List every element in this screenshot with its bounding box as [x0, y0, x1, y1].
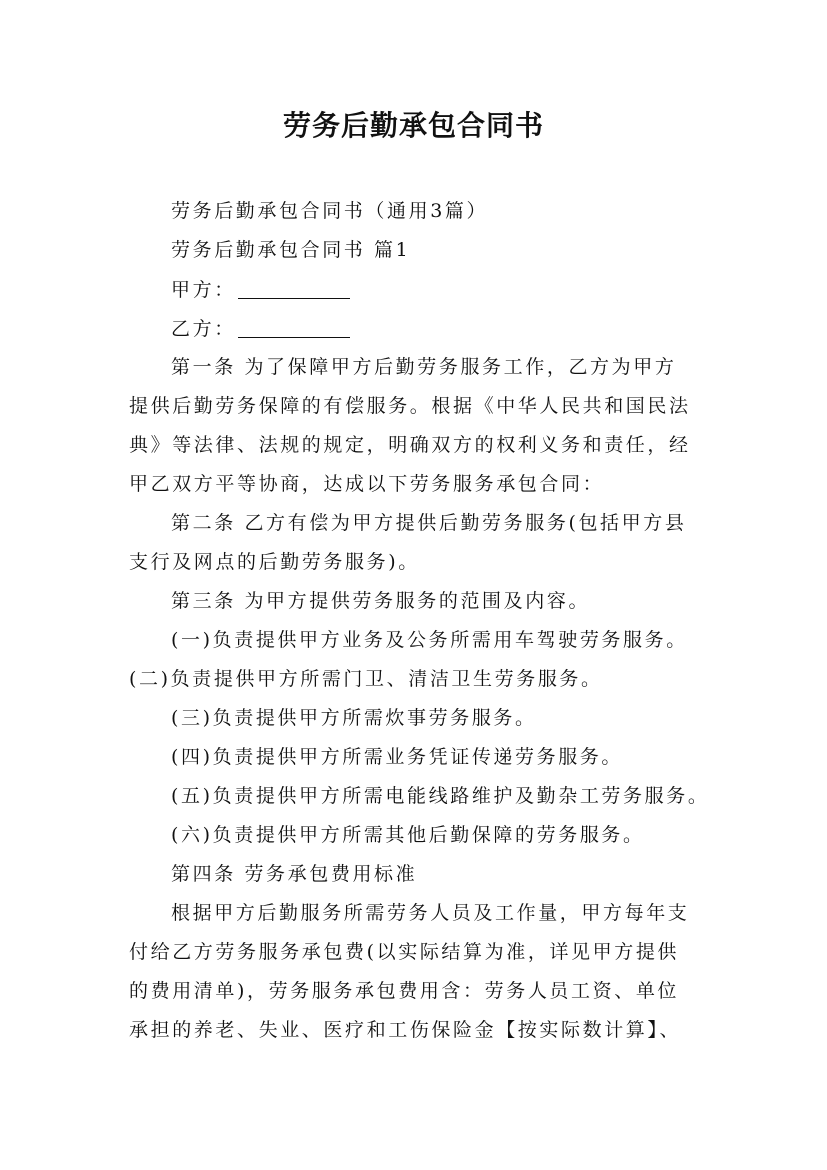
article-1-line-2: 提供后勤劳务保障的有偿服务。根据《中华人民共和国民法 — [129, 395, 691, 417]
article-4-line-4: 承担的养老、失业、医疗和工伤保险金【按实际数计算】、 — [129, 1019, 682, 1041]
article-4-line-2: 付给乙方劳务服务承包费(以实际结算为准，详见甲方提供 — [129, 941, 680, 963]
article-4-line-1: 根据甲方后勤服务所需劳务人员及工作量，甲方每年支 — [171, 902, 690, 924]
section-heading: 劳务后勤承包合同书 篇1 — [171, 239, 411, 261]
article-4-heading: 第四条 劳务承包费用标准 — [171, 863, 418, 885]
party-b-label: 乙方： — [171, 318, 236, 340]
document-title: 劳务后勤承包合同书 — [282, 109, 544, 142]
party-a-line — [171, 277, 771, 303]
article-3-item-2: (二)负责提供甲方所需门卫、清洁卫生劳务服务。 — [129, 668, 603, 690]
article-2-line-1: 第二条 乙方有偿为甲方提供后勤劳务服务(包括甲方县 — [171, 512, 687, 534]
article-3-item-6: (六)负责提供甲方所需其他后勤保障的劳务服务。 — [171, 824, 645, 846]
article-3-item-4: (四)负责提供甲方所需业务凭证传递劳务服务。 — [171, 746, 624, 768]
party-a-blank — [238, 280, 350, 299]
article-3-item-3: (三)负责提供甲方所需炊事劳务服务。 — [171, 707, 537, 729]
article-3-item-5: (五)负责提供甲方所需电能线路维护及勤杂工劳务服务。 — [171, 785, 710, 807]
party-b-blank — [238, 319, 350, 338]
article-1-line-1: 第一条 为了保障甲方后勤劳务服务工作，乙方为甲方 — [171, 356, 677, 378]
article-2-line-2: 支行及网点的后勤劳务服务)。 — [129, 551, 420, 573]
article-4-line-3: 的费用清单)，劳务服务承包费用含：劳务人员工资、单位 — [129, 980, 680, 1002]
article-3-item-1: (一)负责提供甲方业务及公务所需用车驾驶劳务服务。 — [171, 629, 688, 651]
article-1-line-3: 典》等法律、法规的规定，明确双方的权利义务和责任，经 — [129, 434, 691, 456]
party-a-label: 甲方： — [171, 279, 236, 301]
article-3-heading: 第三条 为甲方提供劳务服务的范围及内容。 — [171, 590, 591, 612]
party-b-line — [171, 316, 771, 342]
subtitle-line: 劳务后勤承包合同书（通用3篇） — [171, 200, 489, 222]
article-1-line-4: 甲乙双方平等协商，达成以下劳务服务承包合同： — [129, 473, 605, 495]
